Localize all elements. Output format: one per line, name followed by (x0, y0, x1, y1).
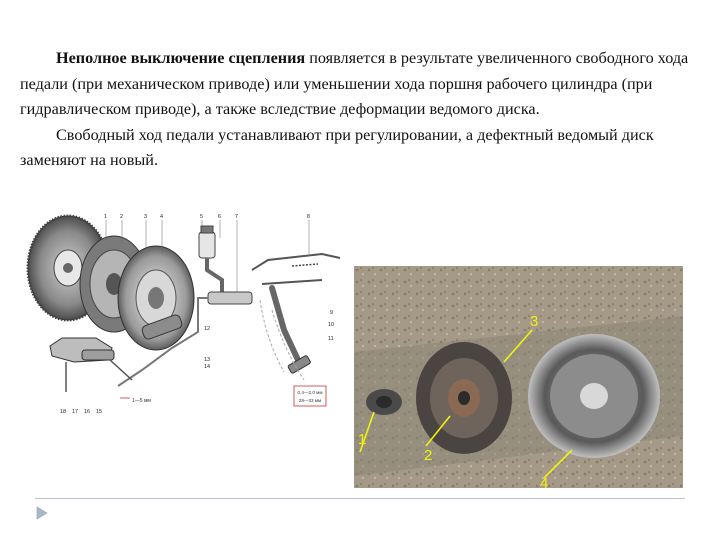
photo-label-2: 2 (424, 447, 433, 464)
fork-dim: 1—5 мм (132, 398, 151, 404)
paragraph-2: Свободный ход педали устанавливают при регулировании, а дефектный ведомый диск заменяют на новый. (20, 125, 654, 169)
paragraph-1-bold: Неполное выключение сцепления (56, 49, 306, 67)
pedal-dim-a: 0,4—2,0 мм (297, 390, 323, 395)
clutch-kit-photo (354, 266, 683, 488)
callout-8: 8 (307, 214, 310, 220)
photo-driven-disc (416, 342, 512, 454)
clutch-diagram (22, 210, 352, 425)
photo-label-4: 4 (540, 475, 549, 488)
callout-6: 6 (218, 214, 221, 220)
triangle-right-icon[interactable] (36, 506, 48, 520)
callout-17: 17 (72, 409, 78, 415)
bottom-callouts (60, 409, 102, 415)
callout-18: 18 (60, 409, 66, 415)
callout-11: 11 (328, 336, 334, 342)
body-text (20, 46, 704, 174)
pedal-assembly (252, 254, 340, 406)
pedal-dim-b: 28—33 мм (298, 398, 322, 403)
footer-divider (35, 498, 685, 499)
photo-label-1: 1 (358, 431, 367, 448)
paragraph-1-text: появляется в результате увеличенного свободного хода педали (при механическом приводе) или уменьшении хода поршня рабочего цилиндра (при гидравлическом приводе), а также вследствие деформации ведомого диска. (20, 49, 689, 118)
slave-cylinder (50, 338, 151, 404)
callout-4: 4 (160, 214, 163, 220)
mid-callouts (204, 326, 210, 370)
callout-3: 3 (144, 214, 147, 220)
callout-9: 9 (330, 310, 333, 316)
callout-12: 12 (204, 326, 210, 332)
callout-16: 16 (84, 409, 90, 415)
photo-label-3: 3 (530, 313, 539, 330)
callout-15: 15 (96, 409, 102, 415)
photo-pressure-plate (528, 334, 660, 458)
callout-14: 14 (204, 364, 210, 370)
release-bearing (366, 389, 402, 415)
callout-1: 1 (104, 214, 107, 220)
callout-10: 10 (328, 322, 334, 328)
top-callouts (104, 214, 310, 220)
pressure-plate (118, 246, 194, 350)
callout-5: 5 (200, 214, 203, 220)
callout-2: 2 (120, 214, 123, 220)
paragraph-1 (20, 46, 704, 123)
callout-13: 13 (204, 357, 210, 363)
callout-7: 7 (235, 214, 238, 220)
right-callouts (328, 310, 334, 342)
